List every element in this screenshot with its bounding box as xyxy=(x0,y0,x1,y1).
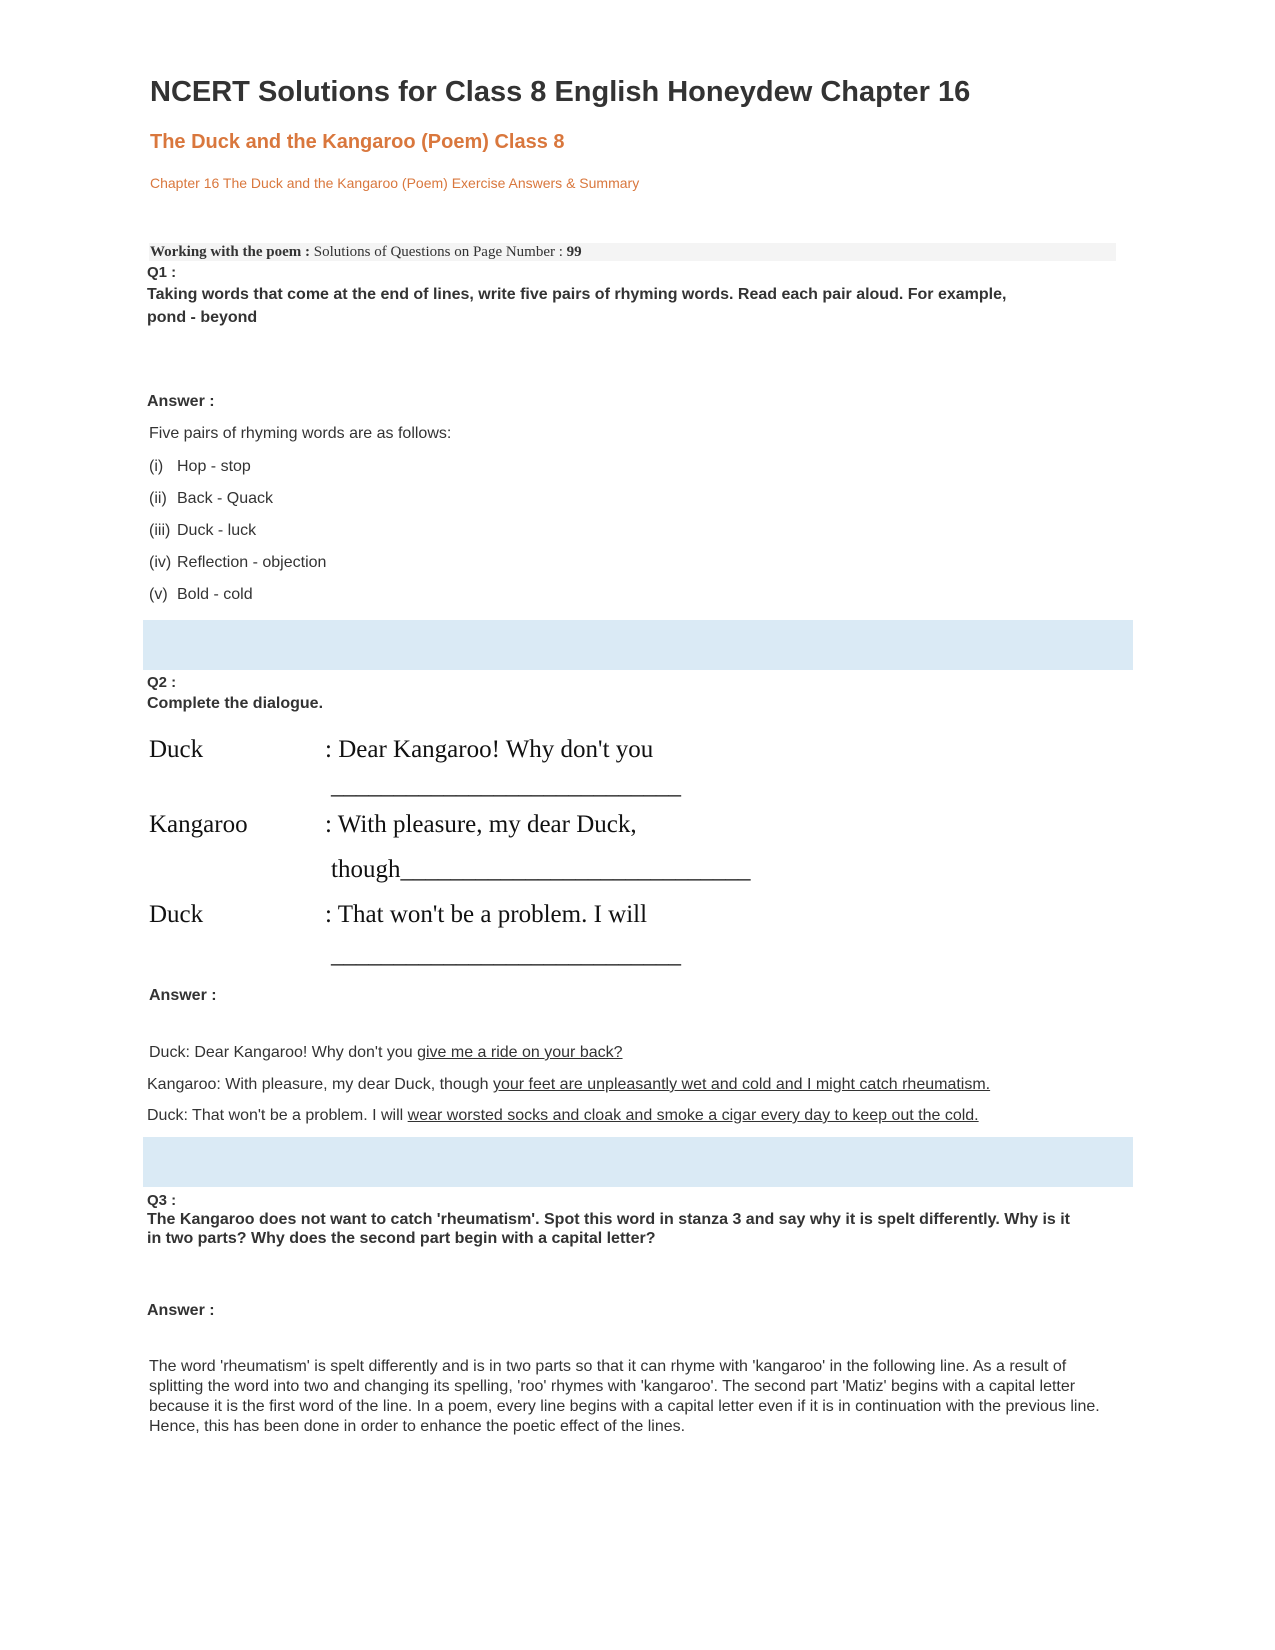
answer-prefix: Kangaroo: With pleasure, my dear Duck, though xyxy=(147,1076,493,1093)
q2-answer-line xyxy=(147,1107,979,1125)
answer-fill: wear worsted socks and cloak and smoke a cigar every day to keep out the cold. xyxy=(407,1107,979,1124)
section-label: Working with the poem : xyxy=(150,244,311,260)
list-item-text: Back - Quack xyxy=(177,490,274,507)
page-title: NCERT Solutions for Class 8 English Honeydew Chapter 16 xyxy=(150,76,971,108)
list-item-number: (v) xyxy=(149,586,168,603)
answer-fill: your feet are unpleasantly wet and cold and I might catch rheumatism. xyxy=(492,1076,991,1093)
page-caption: Chapter 16 The Duck and the Kangaroo (Poem) Exercise Answers & Summary xyxy=(150,175,640,191)
dialogue-speaker: Kangaroo xyxy=(149,811,248,838)
dialogue-blank: ____________________________ xyxy=(331,941,681,968)
q1-question-line1: Taking words that come at the end of lines, write five pairs of rhyming words. Read each pair aloud. For example, xyxy=(147,286,1007,303)
list-item xyxy=(149,458,251,476)
q3-label: Q3 : xyxy=(147,1192,177,1209)
list-item-text: Hop - stop xyxy=(177,458,251,475)
list-item-number: (iii) xyxy=(149,522,171,539)
dialogue-blank: though____________________________ xyxy=(331,856,751,883)
list-item-text: Bold - cold xyxy=(177,586,253,603)
list-item-number: (iv) xyxy=(149,554,172,571)
answer-prefix: Duck: Dear Kangaroo! Why don't you xyxy=(149,1044,418,1061)
list-item xyxy=(149,554,326,572)
q1-label: Q1 : xyxy=(147,264,177,281)
q3-answer-label: Answer : xyxy=(147,1302,215,1319)
list-item xyxy=(149,586,253,604)
list-item-number: (ii) xyxy=(149,490,167,507)
q2-answer-line xyxy=(147,1076,990,1094)
q1-answer-label: Answer : xyxy=(147,393,215,410)
page-number: 99 xyxy=(566,244,582,260)
q1-question-line2: pond - beyond xyxy=(147,309,258,326)
page-number-text: Solutions of Questions on Page Number : xyxy=(313,244,563,260)
q2-label: Q2 : xyxy=(147,674,177,691)
list-item-text: Reflection - objection xyxy=(177,554,327,571)
section-divider-band xyxy=(143,1137,1133,1187)
q3-question-line1: The Kangaroo does not want to catch 'rheumatism'. Spot this word in stanza 3 and say why it is spelt differently. Why is it xyxy=(147,1211,1071,1228)
answer-prefix: Duck: That won't be a problem. I will xyxy=(147,1107,408,1124)
list-item xyxy=(149,490,273,508)
q2-answer-line xyxy=(149,1044,623,1062)
dialogue-speaker: Duck xyxy=(149,901,204,928)
dialogue-line: : Dear Kangaroo! Why don't you xyxy=(325,736,654,763)
dialogue-blank: ____________________________ xyxy=(331,772,681,799)
answer-fill: give me a ride on your back? xyxy=(417,1044,623,1061)
q3-answer-text: The word 'rheumatism' is spelt differently and is in two parts so that it can rhyme with 'kangaroo' in the following line. As a result of splitting the word into two and changing its spelling, 'roo' rhymes with 'kangaroo'. The second part 'Matiz' begins with a capital letter because it is the first word of the line. In a poem, every line begins with a capital letter even if it is in continuation with the previous line. Hence, this has been done in order to enhance the poetic effect of the lines. xyxy=(149,1358,1100,1435)
dialogue-line: : That won't be a problem. I will xyxy=(325,901,648,928)
dialogue-line: : With pleasure, my dear Duck, xyxy=(325,811,637,838)
dialogue-speaker: Duck xyxy=(149,736,204,763)
list-item-text: Duck - luck xyxy=(177,522,257,539)
list-item xyxy=(149,522,256,540)
list-item-number: (i) xyxy=(149,458,164,475)
section-divider-band xyxy=(143,620,1133,670)
q2-answer-label: Answer : xyxy=(149,987,217,1004)
page-number-bar xyxy=(149,243,1116,261)
page-subtitle: The Duck and the Kangaroo (Poem) Class 8 xyxy=(150,131,565,153)
q3-question-line2: in two parts? Why does the second part begin with a capital letter? xyxy=(147,1230,656,1247)
q1-answer-intro: Five pairs of rhyming words are as follows: xyxy=(149,425,452,442)
q2-question: Complete the dialogue. xyxy=(147,695,324,712)
